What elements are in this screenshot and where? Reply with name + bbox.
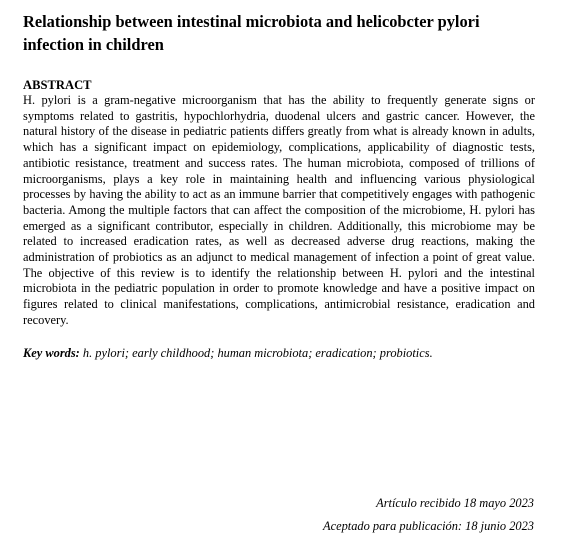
accepted-date: Aceptado para publicación: 18 junio 2023 [323,519,534,533]
abstract-body: H. pylori is a gram-negative microorganism that has the ability to frequently generate signs or symptoms related to gastritis, hypochlorhydria, duodenal ulcers and gastric cancer. However, the natural history of the disease in pediatric patients differs greatly from what is already known in adults, which has a significant impact on epidemiology, complications, applicability of diagnostic tests, antibiotic resistance, treatment and success rates. The human microbiota, composed of trillions of microorganisms, plays a key role in maintaining health and influencing various physiological processes by having the ability to act as an immune barrier that competitively engages with pathogenic bacteria. Among the multiple factors that can affect the composition of the microbiome, H. pylori has emerged as a significant contributor, especially in children. Additionally, this microbiome may be related to increased eradication rates, as well as decreased adverse drug reactions, making the administration of probiotics as an adjunct to medical management of infection a point of great value. The objective of this review is to identify the relationship between H. pylori and the intestinal microbiota in the pediatric population in order to promote knowledge and have a positive impact on figures related to clinical manifestations, complications, antimicrobial resistance, eradication and recovery. [23,93,535,327]
received-date: Artículo recibido 18 mayo 2023 [376,496,534,510]
abstract-heading: ABSTRACT [23,78,92,92]
keywords-label: Key words: [23,345,80,360]
keywords-text: h. pylori; early childhood; human microbiota; eradication; probiotics. [82,345,433,360]
publication-dates [323,492,534,538]
keywords-line [23,346,535,362]
article-title: Relationship between intestinal microbiota and helicobcter pylori infection in children [23,12,480,54]
abstract-section [23,78,535,329]
article-page [23,10,535,361]
